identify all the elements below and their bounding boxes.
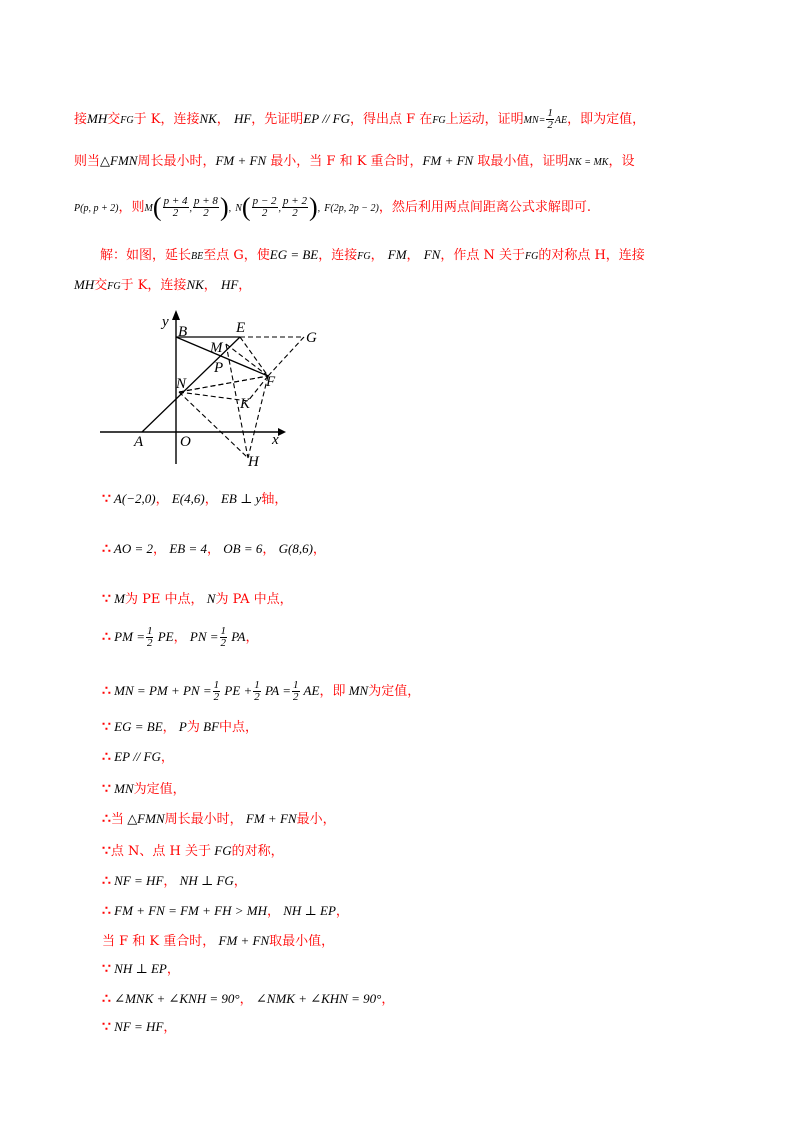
text: ， (233, 874, 247, 889)
text: 当 (110, 812, 124, 827)
fraction: $\frac{1}{2}$ (254, 679, 260, 703)
math-expression: N (203, 591, 216, 606)
proof-step (102, 680, 760, 703)
therefore-symbol: ∴ (102, 811, 111, 827)
math-expression: BF (199, 719, 220, 734)
math: EP // FG (303, 111, 351, 126)
math-expression: EP // FG (110, 749, 161, 764)
text: ， (163, 1020, 177, 1035)
therefore-symbol: ∴ (102, 991, 111, 1007)
label-P: P (214, 360, 224, 376)
text: ， (206, 542, 220, 557)
text: ，然后利用两点间距离公式求解即可. (378, 200, 591, 215)
segment-NK (179, 392, 248, 401)
because-symbol: ∵ (102, 843, 111, 859)
intro-line-1 (74, 108, 760, 131)
text: 为定值， (133, 782, 186, 797)
because-symbol: ∵ (102, 491, 111, 507)
math-expression: EB = 4 (166, 541, 207, 556)
math-expression: △FMN (123, 811, 165, 826)
text: 为定值， (368, 684, 421, 699)
text: ， (262, 542, 276, 557)
math-expression: PA (228, 629, 246, 644)
proof-step (102, 490, 760, 509)
math-expression: NH ⊥ EP (110, 961, 167, 976)
text: 的对称， (231, 844, 284, 859)
math-expression: PA = (261, 683, 292, 698)
math-expression: FM + FN = FM + FH > MH (110, 903, 267, 918)
label-M: M (210, 340, 223, 356)
text: ，先证明 (251, 112, 304, 127)
label-N: N (176, 376, 187, 392)
text: ， (204, 492, 218, 507)
text: 最小，当 F 和 K 重合时， (270, 154, 423, 169)
text: 为 (186, 720, 200, 735)
math-expression: MN (110, 781, 134, 796)
math: FM + FN (215, 153, 267, 168)
math: FM + FN (422, 153, 474, 168)
math-expression: ∠MNK + ∠KNH = 90° (110, 991, 240, 1006)
text: ， (163, 874, 177, 889)
math-expression: M (110, 591, 126, 606)
proof-step (102, 902, 760, 921)
text: 最小， (296, 812, 336, 827)
label-H: H (248, 454, 259, 468)
text: ，即为定值， (567, 112, 646, 127)
proof-step (102, 718, 760, 737)
fraction: $\frac{1}{2}$ (146, 625, 153, 649)
geometry-diagram (100, 306, 330, 468)
segment-GF (268, 337, 304, 376)
text: ，设 (608, 154, 635, 169)
math: MN= (523, 115, 546, 126)
text: 为 PE 中点， (125, 592, 204, 607)
math: HF (233, 111, 252, 126)
math: FG (432, 115, 446, 126)
segment-AE (142, 337, 240, 432)
math: NK = MK (568, 157, 609, 168)
solution-line-1: 解：如图，延长BE至点 G，使EG = BE，连接FG， FM， FN，作点 N 关于FG的对称点 H，连接 (100, 247, 645, 263)
math: △FMN (100, 153, 138, 168)
math-expression: A(−2,0) (110, 491, 156, 506)
math-expression: MN (345, 683, 369, 698)
text: 轴， (261, 492, 288, 507)
label-F: F (266, 374, 276, 390)
fraction: $\frac{1}{2}$ (547, 107, 553, 131)
text: 交 (107, 112, 121, 127)
text: ， (335, 904, 349, 919)
text: ， (153, 542, 167, 557)
proof-step (102, 540, 760, 559)
text: ， (160, 750, 174, 765)
fraction: $\frac{1}{2}$ (293, 679, 299, 703)
text: ， (162, 720, 176, 735)
math-expression: FG (211, 843, 232, 858)
label-O: O (180, 434, 191, 450)
math: NK (199, 111, 217, 126)
therefore-symbol: ∴ (102, 683, 111, 699)
math-expression: PE + (221, 683, 253, 698)
math-expression: PE (154, 629, 174, 644)
text: ，则 (118, 200, 145, 215)
proof-step (102, 780, 760, 799)
because-symbol: ∵ (102, 1019, 111, 1035)
proof-step (102, 960, 760, 979)
text: ， (155, 492, 169, 507)
y-axis-arrow (172, 310, 180, 320)
text: 于 K，连接 (133, 112, 200, 127)
text: ， (312, 542, 326, 557)
proof-step (102, 932, 760, 951)
math-expression: P (175, 719, 187, 734)
math: P(p, p + 2) (74, 203, 119, 214)
label-K: K (240, 396, 251, 412)
because-symbol: ∵ (102, 961, 111, 977)
text: ， (173, 630, 187, 645)
text: 周长最小时， (137, 154, 216, 169)
segment-MF (226, 344, 268, 376)
math-expression: NH ⊥ FG (176, 873, 234, 888)
math-expression: EG = BE (110, 719, 163, 734)
text: ， (381, 992, 395, 1007)
math-expression: EB ⊥ y (217, 491, 262, 506)
text: 取最小值， (269, 934, 335, 949)
text: 接 (74, 112, 88, 127)
math-expression: NF = HF (110, 1019, 164, 1034)
math-expression: PN = (186, 629, 219, 644)
label-E: E (236, 320, 246, 336)
math-expression: AE (300, 683, 320, 698)
math-expression: ∠NMK + ∠KHN = 90° (252, 991, 382, 1006)
proof-step (102, 872, 760, 891)
math-expression: AO = 2 (110, 541, 154, 556)
text: 取最小值，证明 (477, 154, 569, 169)
because-symbol: ∵ (102, 781, 111, 797)
math-expression: FM + FN (242, 811, 297, 826)
therefore-symbol: ∴ (102, 749, 111, 765)
math: AE (554, 115, 568, 126)
label-B: B (178, 324, 188, 340)
text: 上运动，证明 (445, 112, 524, 127)
math: M (144, 203, 153, 214)
math-expression: NH ⊥ EP (279, 903, 336, 918)
proof-step (102, 1018, 760, 1037)
math: MH (87, 111, 108, 126)
therefore-symbol: ∴ (102, 629, 111, 645)
because-symbol: ∵ (102, 591, 111, 607)
math-expression: OB = 6 (219, 541, 263, 556)
text: ， (216, 112, 230, 127)
text: 中点， (219, 720, 259, 735)
math-expression: FM + FN (215, 933, 270, 948)
fraction: $\frac{1}{2}$ (213, 679, 220, 703)
label-G: G (306, 330, 317, 346)
solution-line-2: MH交FG于 K，连接NK， HF， (74, 277, 252, 293)
math: FG (120, 115, 134, 126)
text: ，得出点 F 在 (350, 112, 433, 127)
because-symbol: ∵ (102, 719, 111, 735)
math: N (235, 203, 242, 214)
math-expression: G(8,6) (275, 541, 313, 556)
text: 点 N、点 H 关于 (110, 844, 212, 859)
proof-step (102, 810, 760, 829)
therefore-symbol: ∴ (102, 873, 111, 889)
intro-line-3: P(p, p + 2)，则M( $\frac{p + 4}{2}$ , $\frac{p + 8}{2}$ ), N( $\frac{p - 2}{2}$ , $\frac{p + 2}{2}$ ), F(2p, 2p − 2)，然后利用两点间距离公式求解即可. (74, 192, 591, 222)
proof-step (102, 748, 760, 767)
math: F(2p, 2p − 2) (324, 203, 379, 214)
segment-FH (248, 376, 268, 458)
text: 当 F 和 K 重合时， (102, 934, 216, 949)
text: 则当 (74, 154, 101, 169)
text: ， (239, 992, 253, 1007)
text: ， (266, 904, 280, 919)
label-A: A (134, 434, 144, 450)
fraction: $\frac{1}{2}$ (220, 625, 227, 649)
math-expression: NF = HF (110, 873, 164, 888)
label-x: x (272, 432, 279, 448)
proof-step (102, 626, 760, 649)
math-expression: PM = (110, 629, 145, 644)
math-expression: MN = PM + PN = (110, 683, 212, 698)
text: ， (245, 630, 259, 645)
intro-line-2 (74, 152, 760, 172)
text: ，即 (319, 684, 346, 699)
x-axis-arrow (278, 428, 286, 436)
math-expression: E(4,6) (168, 491, 205, 506)
proof-step (102, 990, 760, 1009)
text: ， (166, 962, 180, 977)
therefore-symbol: ∴ (102, 541, 111, 557)
text: 为 PA 中点， (215, 592, 293, 607)
text: 周长最小时， (164, 812, 243, 827)
label-y: y (162, 314, 169, 330)
therefore-symbol: ∴ (102, 903, 111, 919)
proof-step (102, 590, 760, 609)
proof-step (102, 842, 760, 861)
